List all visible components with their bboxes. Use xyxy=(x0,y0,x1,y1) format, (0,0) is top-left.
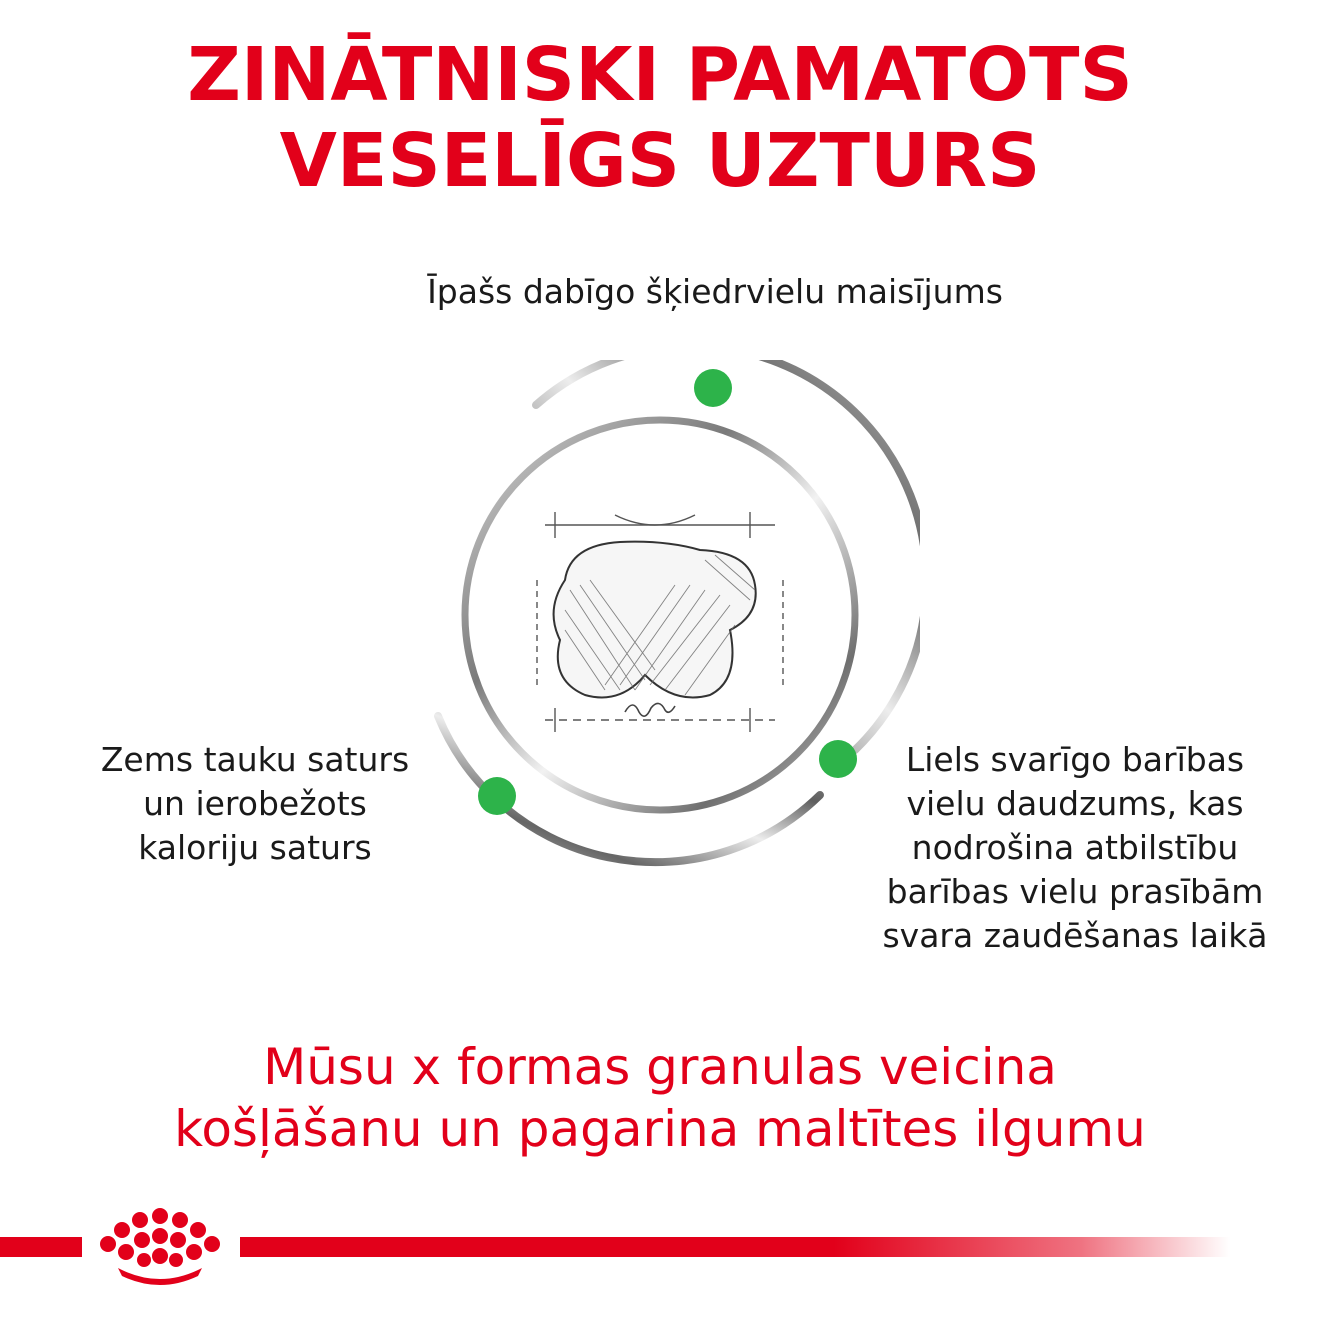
headline-line-2: VESELĪGS UZTURS xyxy=(279,118,1041,204)
x-shaped-kibble-sketch-icon xyxy=(525,490,795,740)
tagline xyxy=(0,1036,1320,1160)
benefit-low-fat: Zems tauku saturs un ierobežots kaloriju saturs xyxy=(100,740,410,867)
brand-bar xyxy=(0,1200,1320,1290)
tagline-line-2: košļāšanu un pagarina maltītes ilgumu xyxy=(174,1100,1146,1158)
brand-bar-right-stripe xyxy=(240,1237,1230,1257)
green-dot-left xyxy=(478,777,516,815)
green-dot-top xyxy=(694,369,732,407)
brand-bar-left-stripe xyxy=(0,1237,82,1257)
headline-line-1: ZINĀTNISKI PAMATOTS xyxy=(187,32,1133,118)
tagline-line-1: Mūsu x formas granulas veicina xyxy=(263,1038,1057,1096)
headline xyxy=(0,32,1320,204)
royal-canin-crown-logo-icon xyxy=(90,1206,230,1286)
benefit-nutrient-density: Liels svarīgo barības vielu daudzums, kas nodrošina atbilstību barības vielu prasībām svara zaudēšanas laikā xyxy=(882,740,1268,955)
benefit-fiber-blend: Īpašs dabīgo šķiedrvielu maisījums xyxy=(427,272,1003,311)
green-dot-right xyxy=(819,740,857,778)
